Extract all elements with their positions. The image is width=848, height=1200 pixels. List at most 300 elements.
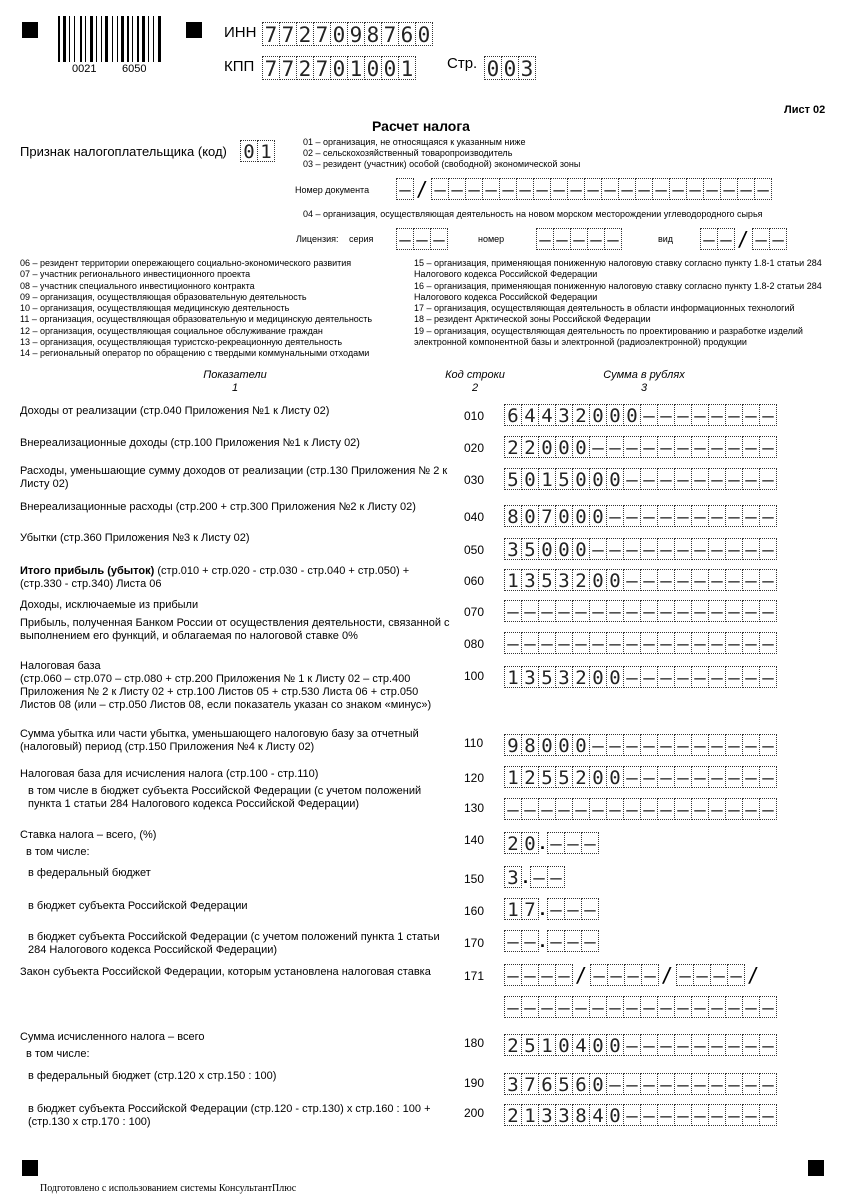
digit-cell: –	[674, 600, 692, 622]
taxpayer-options-right: 15 – организация, применяющая пониженную налоговую ставку согласно пункту 1.8-1 статьи 284 Налогового кодекса Российской Федерации 16 – организация, применяющая пониженную налоговую ставку согласно пункту 1.8-2 статьи 284 Налогового кодекса Российской Федерации 17 – организация, осуществляющая деятельность в области информационных технологий 18 – резидент Арктической зоны Российской Федерации 19 – организация, осуществляющая деятельность по проектированию и разработке изделий электронной компонентной базы и электронной (радиоэлектронной) продукции	[414, 258, 822, 348]
char-cell: 7	[262, 22, 280, 46]
digit-cell: –	[640, 569, 658, 591]
row-label-160	[28, 900, 450, 913]
digit-cell: 0	[555, 538, 573, 560]
row-label-180	[20, 1031, 450, 1061]
row-label-020	[20, 437, 450, 450]
barcode-bar	[58, 16, 60, 62]
barcode-bar	[148, 16, 149, 62]
row-value-050[interactable]	[504, 538, 776, 560]
char-cell: –	[635, 178, 653, 200]
digit-cell: –	[674, 734, 692, 756]
digit-cell: 0	[521, 468, 539, 490]
digit-cell: 1	[504, 898, 522, 920]
digit-cell: 0	[572, 436, 590, 458]
series-label: серия	[349, 234, 374, 244]
digit-cell: –	[674, 666, 692, 688]
row-value-010[interactable]	[504, 404, 776, 426]
sheet-label: Лист 02	[784, 104, 826, 116]
license-series-field[interactable]	[396, 228, 447, 250]
digit-cell: –	[657, 436, 675, 458]
digit-cell: –	[657, 505, 675, 527]
digit-cell: –	[710, 964, 728, 986]
row-value-020[interactable]	[504, 436, 776, 458]
page-label: Стр.	[447, 55, 478, 72]
digit-cell: –	[727, 964, 745, 986]
digit-cell: –	[691, 734, 709, 756]
digit-cell: –	[640, 538, 658, 560]
digit-cell: 0	[538, 734, 556, 756]
barcode-number-right: 6050	[122, 63, 147, 75]
taxpayer-options-top: 01 – организация, не относящаяся к указанным ниже 02 – сельскохозяйственный товаропроизводитель 03 – резидент (участник) особой (свободной) экономической зоны	[303, 137, 581, 169]
row-label-text: в том числе в бюджет субъекта Российской Федерации (с учетом положений пункта 1 статьи 284 Налогового кодекса Российской Федерации)	[28, 785, 422, 810]
digit-cell: –	[521, 996, 539, 1018]
row-value-130[interactable]	[504, 798, 776, 820]
digit-cell: –	[708, 666, 726, 688]
digit-cell: –	[606, 996, 624, 1018]
digit-cell: –	[742, 734, 760, 756]
char-cell: 7	[262, 56, 280, 80]
row-label-text: Закон субъекта Российской Федерации, которым установлена налоговая ставка	[20, 966, 431, 978]
digit-cell: 8	[572, 1104, 590, 1126]
digit-cell: –	[623, 600, 641, 622]
digit-cell: –	[691, 404, 709, 426]
digit-cell: –	[674, 538, 692, 560]
char-cell: –	[652, 178, 670, 200]
char-cell: –	[584, 178, 602, 200]
digit-cell: –	[623, 468, 641, 490]
digit-cell: –	[691, 505, 709, 527]
char-cell: 2	[296, 56, 314, 80]
digit-cell: –	[640, 468, 658, 490]
digit-cell: –	[640, 996, 658, 1018]
digit-cell: –	[657, 1104, 675, 1126]
char-cell: –	[601, 178, 619, 200]
digit-cell: –	[725, 436, 743, 458]
barcode-number-left: 0021	[72, 63, 97, 75]
digit-cell: 6	[538, 1073, 556, 1095]
barcode	[58, 16, 170, 62]
digit-cell: –	[691, 1034, 709, 1056]
digit-cell: –	[555, 600, 573, 622]
digit-cell: –	[640, 600, 658, 622]
barcode-bar	[101, 16, 102, 62]
digit-cell: –	[708, 468, 726, 490]
digit-cell: –	[657, 666, 675, 688]
row-value-200[interactable]	[504, 1104, 776, 1126]
digit-cell: –	[759, 766, 777, 788]
digit-cell: –	[538, 600, 556, 622]
barcode-bar	[117, 16, 118, 62]
barcode-bar	[105, 16, 108, 62]
row-value-080[interactable]	[504, 632, 776, 654]
char-cell: –	[618, 178, 636, 200]
row-value-060[interactable]	[504, 569, 776, 591]
char-cell: 1	[257, 140, 275, 162]
row-value-120[interactable]	[504, 766, 776, 788]
barcode-bar	[158, 16, 161, 62]
digit-cell: 6	[504, 404, 522, 426]
row-value-180[interactable]	[504, 1034, 776, 1056]
row-label-030	[20, 465, 450, 491]
digit-cell: –	[691, 1073, 709, 1095]
row-label-171	[20, 966, 450, 979]
row-value-140[interactable]	[504, 832, 598, 854]
row-value-030[interactable]	[504, 468, 776, 490]
row-label-text: Ставка налога – всего, (%)	[20, 829, 157, 841]
row-value-110[interactable]	[504, 734, 776, 756]
decimal-point: .	[540, 931, 546, 951]
digit-cell: –	[759, 436, 777, 458]
digit-cell: –	[657, 468, 675, 490]
digit-cell: 0	[572, 734, 590, 756]
digit-cell: –	[657, 798, 675, 820]
col-header-code: Код строки 2	[445, 369, 505, 394]
digit-cell: –	[640, 505, 658, 527]
digit-cell: –	[504, 996, 522, 1018]
digit-cell: 1	[538, 1034, 556, 1056]
row-value-170[interactable]	[504, 930, 598, 952]
barcode-bar	[85, 16, 86, 62]
digit-cell: –	[640, 436, 658, 458]
char-cell: 9	[347, 22, 365, 46]
char-cell: –	[448, 178, 466, 200]
digit-cell: 0	[589, 666, 607, 688]
digit-cell: –	[742, 468, 760, 490]
row-label-text: в бюджет субъекта Российской Федерации (стр.120 - стр.130) х стр.160 : 100 + (стр.130 х стр.170 : 100)	[28, 1103, 431, 1128]
digit-cell: –	[708, 766, 726, 788]
digit-cell: –	[725, 798, 743, 820]
digit-cell: –	[555, 996, 573, 1018]
digit-cell: 1	[521, 1104, 539, 1126]
digit-cell: 1	[504, 666, 522, 688]
digit-cell: –	[521, 632, 539, 654]
digit-cell: 2	[504, 436, 522, 458]
kpp-field[interactable]	[262, 56, 415, 80]
digit-cell: –	[725, 1073, 743, 1095]
row-value-171[interactable]	[504, 964, 776, 1018]
digit-cell: –	[640, 1034, 658, 1056]
digit-cell: –	[742, 1104, 760, 1126]
digit-cell: 5	[555, 766, 573, 788]
digit-cell: –	[759, 468, 777, 490]
digit-cell: –	[623, 632, 641, 654]
digit-cell: –	[674, 1034, 692, 1056]
row-code-050: 050	[464, 543, 485, 557]
barcode-bar	[90, 16, 93, 62]
digit-cell: –	[521, 930, 539, 952]
separator: /	[575, 963, 588, 987]
digit-cell: 3	[504, 866, 522, 888]
digit-cell: 0	[606, 1034, 624, 1056]
digit-cell: 2	[504, 1034, 522, 1056]
digit-cell: –	[742, 600, 760, 622]
row-label-170	[28, 931, 450, 957]
char-cell: 7	[381, 22, 399, 46]
row-code-150: 150	[464, 872, 485, 886]
digit-cell: –	[572, 798, 590, 820]
row-label-200	[28, 1103, 450, 1129]
row-value-070[interactable]	[504, 600, 776, 622]
col-header-indicators: Показатели 1	[203, 369, 267, 394]
digit-cell: –	[623, 1034, 641, 1056]
digit-cell: –	[623, 505, 641, 527]
digit-cell: –	[725, 734, 743, 756]
row-label-text: в федеральный бюджет	[28, 867, 151, 879]
digit-cell: 6	[572, 1073, 590, 1095]
digit-cell: –	[691, 666, 709, 688]
digit-cell: –	[623, 569, 641, 591]
row-label-text: Внереализационные расходы (стр.200 + стр.300 Приложения №2 к Листу 02)	[20, 501, 416, 513]
row-label-060	[20, 565, 450, 591]
digit-cell: 3	[538, 1104, 556, 1126]
row-code-200: 200	[464, 1106, 485, 1120]
page-field[interactable]	[484, 56, 535, 80]
digit-cell: –	[759, 404, 777, 426]
char-cell: –	[754, 178, 772, 200]
barcode-bar	[69, 16, 70, 62]
doc-number-field[interactable]: – / – – – – – – – – – – – – – – – – – – – –	[396, 178, 771, 200]
digit-cell: –	[530, 866, 548, 888]
digit-cell: –	[640, 766, 658, 788]
digit-cell: 5	[555, 1073, 573, 1095]
digit-cell: –	[657, 632, 675, 654]
row-code-171: 171	[464, 969, 485, 983]
digit-cell: –	[708, 1073, 726, 1095]
char-cell: 1	[347, 56, 365, 80]
row-value-160[interactable]	[504, 898, 598, 920]
decimal-point: .	[540, 899, 546, 919]
barcode-bar	[153, 16, 154, 62]
digit-cell: –	[759, 798, 777, 820]
digit-cell: 3	[504, 1073, 522, 1095]
digit-cell: –	[640, 1073, 658, 1095]
digit-cell: –	[504, 930, 522, 952]
inn-field[interactable]	[262, 22, 432, 46]
digit-cell: –	[708, 569, 726, 591]
char-cell: –	[769, 228, 787, 250]
char-cell: –	[516, 178, 534, 200]
digit-cell: –	[581, 930, 599, 952]
row-label-text: Доходы от реализации (стр.040 Приложения №1 к Листу 02)	[20, 405, 330, 417]
digit-cell: –	[742, 538, 760, 560]
digit-cell: 0	[589, 468, 607, 490]
char-cell: –	[536, 228, 554, 250]
digit-cell: –	[640, 632, 658, 654]
digit-cell: –	[725, 996, 743, 1018]
digit-cell: –	[564, 832, 582, 854]
digit-cell: –	[742, 404, 760, 426]
row-value-150[interactable]	[504, 866, 564, 888]
char-cell: –	[752, 228, 770, 250]
digit-cell: –	[623, 436, 641, 458]
digit-cell: –	[708, 436, 726, 458]
char-cell: 8	[364, 22, 382, 46]
char-cell: 0	[501, 56, 519, 80]
char-cell: –	[604, 228, 622, 250]
row-value-190[interactable]	[504, 1073, 776, 1095]
digit-cell: 2	[572, 569, 590, 591]
digit-cell: –	[759, 569, 777, 591]
row-code-020: 020	[464, 441, 485, 455]
row-value-100[interactable]	[504, 666, 776, 688]
row-label-sub: (стр.060 – стр.070 – стр.080 + стр.200 Приложения № 1 к Листу 02 – стр.400 Приложения № 2 к Листу 02 + стр.100 Листов 05 + стр.530 Листа 06 + стр.050 Листов 08 (или – стр.050 Листов 08, если показатель указан со знаком «минус»)	[20, 673, 432, 711]
footer-note: Подготовлено с использованием системы КонсультантПлюс	[40, 1183, 297, 1194]
digit-cell: –	[742, 569, 760, 591]
digit-cell: –	[538, 632, 556, 654]
digit-cell: 3	[521, 569, 539, 591]
digit-cell: –	[708, 505, 726, 527]
digit-cell: 0	[538, 436, 556, 458]
row-label-140	[20, 829, 450, 859]
taxpayer-code-field[interactable]	[240, 140, 274, 162]
digit-cell: 1	[504, 569, 522, 591]
char-cell: 7	[313, 56, 331, 80]
digit-cell: 0	[606, 569, 624, 591]
digit-cell: –	[691, 436, 709, 458]
digit-cell: 0	[589, 569, 607, 591]
digit-cell: –	[538, 798, 556, 820]
row-code-120: 120	[464, 771, 485, 785]
row-label-text: Налоговая база	[20, 660, 101, 672]
row-label-text: в бюджет субъекта Российской Федерации (с учетом положений пункта 1 статьи 284 Налогового кодекса Российской Федерации)	[28, 931, 440, 956]
digit-cell: 2	[572, 766, 590, 788]
license-kind-field[interactable]: – – / – –	[700, 228, 786, 250]
char-cell: 7	[279, 56, 297, 80]
digit-cell: –	[572, 996, 590, 1018]
row-label-070	[20, 599, 450, 612]
digit-cell: –	[708, 404, 726, 426]
digit-cell: 5	[521, 538, 539, 560]
char-cell: 0	[484, 56, 502, 80]
digit-cell: 2	[521, 436, 539, 458]
digit-cell: –	[691, 996, 709, 1018]
row-value-040[interactable]	[504, 505, 776, 527]
digit-cell: –	[674, 996, 692, 1018]
char-cell: –	[587, 228, 605, 250]
col-header-sum: Сумма в рублях 3	[603, 369, 685, 394]
inn-label: ИНН	[224, 24, 257, 41]
digit-cell: –	[606, 632, 624, 654]
digit-cell: –	[725, 538, 743, 560]
digit-cell: –	[759, 632, 777, 654]
digit-cell: –	[657, 569, 675, 591]
digit-cell: –	[742, 1073, 760, 1095]
char-cell: 2	[296, 22, 314, 46]
digit-cell: –	[623, 798, 641, 820]
row-label-text: Сумма исчисленного налога – всего	[20, 1031, 205, 1043]
digit-cell: –	[691, 569, 709, 591]
digit-cell: –	[742, 766, 760, 788]
char-cell: –	[567, 178, 585, 200]
digit-cell: 0	[606, 468, 624, 490]
digit-cell: –	[708, 996, 726, 1018]
digit-cell: –	[538, 964, 556, 986]
corner-mark-bottom-right	[808, 1160, 824, 1176]
digit-cell: –	[589, 436, 607, 458]
digit-cell: –	[759, 505, 777, 527]
digit-cell: –	[589, 996, 607, 1018]
char-cell: 7	[279, 22, 297, 46]
digit-cell: –	[589, 538, 607, 560]
digit-cell: 7	[538, 505, 556, 527]
digit-cell: –	[725, 505, 743, 527]
row-label-040	[20, 501, 450, 514]
doc-number-label: Номер документа	[295, 185, 370, 195]
digit-cell: 5	[538, 766, 556, 788]
barcode-bar	[96, 16, 97, 62]
digit-cell: –	[504, 798, 522, 820]
digit-cell: 5	[538, 569, 556, 591]
digit-cell: –	[521, 964, 539, 986]
digit-cell: 5	[504, 468, 522, 490]
digit-cell: –	[581, 832, 599, 854]
row-label-050	[20, 532, 450, 545]
char-cell: –	[430, 228, 448, 250]
digit-cell: –	[759, 666, 777, 688]
barcode-bar	[121, 16, 124, 62]
row-code-130: 130	[464, 801, 485, 815]
digit-cell: –	[676, 964, 694, 986]
option-04: 04 – организация, осуществляющая деятельность на новом морском месторождении углеводородного сырья	[303, 209, 763, 219]
digit-cell: –	[691, 538, 709, 560]
row-code-030: 030	[464, 473, 485, 487]
digit-cell: 0	[572, 505, 590, 527]
digit-cell: 2	[572, 666, 590, 688]
digit-cell: –	[555, 964, 573, 986]
char-cell: 3	[518, 56, 536, 80]
digit-cell: –	[725, 632, 743, 654]
digit-cell: –	[693, 964, 711, 986]
row-code-060: 060	[464, 574, 485, 588]
digit-cell: –	[708, 538, 726, 560]
row-code-080: 080	[464, 637, 485, 651]
char-cell: –	[669, 178, 687, 200]
digit-cell: 0	[589, 505, 607, 527]
barcode-bar	[80, 16, 82, 62]
license-number-field[interactable]	[536, 228, 621, 250]
separator: /	[661, 963, 674, 987]
digit-cell: –	[674, 632, 692, 654]
digit-cell: –	[547, 898, 565, 920]
digit-cell: –	[674, 569, 692, 591]
row-code-100: 100	[464, 669, 485, 683]
char-cell: –	[396, 178, 414, 200]
digit-cell: –	[657, 404, 675, 426]
digit-cell: –	[641, 964, 659, 986]
row-label-text: Внереализационные доходы (стр.100 Приложения №1 к Листу 02)	[20, 437, 360, 449]
digit-cell: 4	[572, 1034, 590, 1056]
digit-cell: –	[623, 996, 641, 1018]
digit-cell: –	[674, 404, 692, 426]
digit-cell: 0	[572, 468, 590, 490]
digit-cell: 0	[623, 404, 641, 426]
char-cell: –	[413, 228, 431, 250]
digit-cell: 5	[555, 468, 573, 490]
char-cell: 7	[313, 22, 331, 46]
digit-cell: –	[759, 996, 777, 1018]
row-label-text: Прибыль, полученная Банком России от осуществления деятельности, связанной с выполнением его функций, и облагаемая по налоговой ставке 0%	[20, 617, 450, 642]
char-cell: 0	[381, 56, 399, 80]
row-code-110: 110	[464, 736, 484, 750]
row-label-text: в бюджет субъекта Российской Федерации	[28, 900, 248, 912]
row-label-text: Налоговая база для исчисления налога (стр.100 - стр.110)	[20, 768, 319, 780]
char-cell: 0	[330, 22, 348, 46]
char-cell: –	[703, 178, 721, 200]
digit-cell: –	[674, 1104, 692, 1126]
digit-cell: –	[564, 930, 582, 952]
digit-cell: –	[759, 734, 777, 756]
